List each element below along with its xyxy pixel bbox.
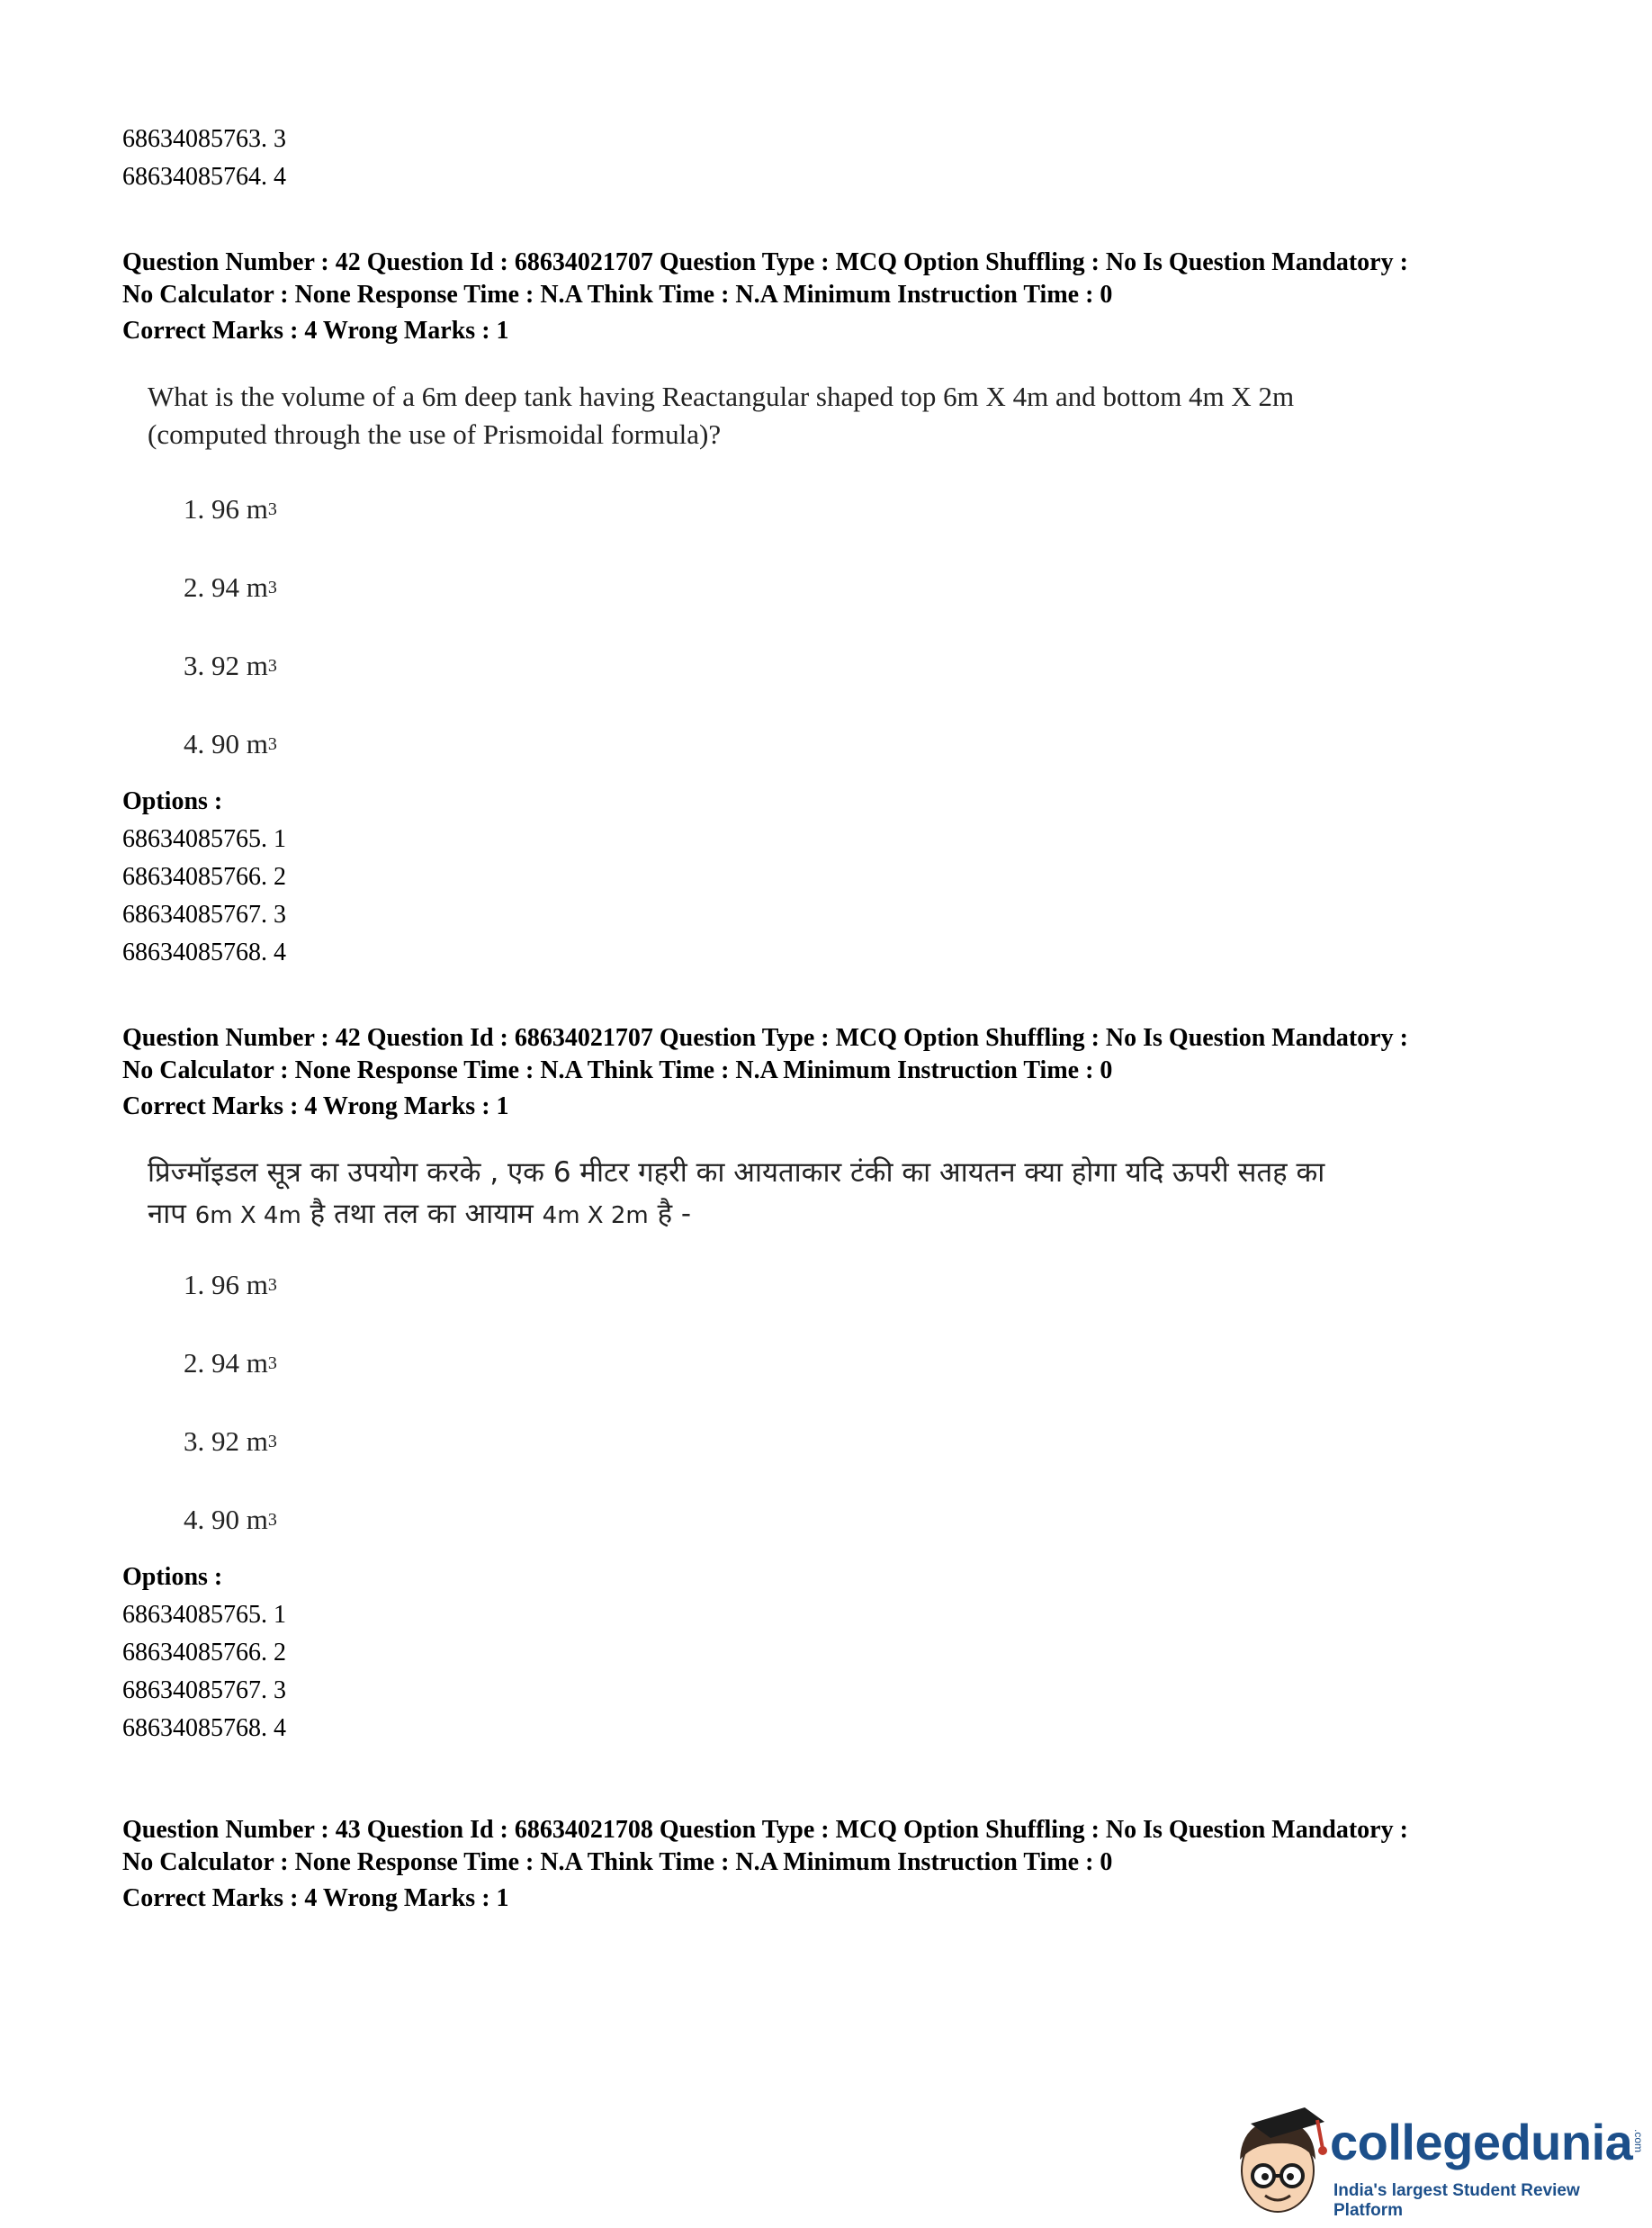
- logo-com: .com: [1632, 2128, 1646, 2153]
- option-id-line: 68634085766. 2: [122, 1639, 286, 1667]
- question-marks: Correct Marks : 4 Wrong Marks : 1: [122, 1884, 509, 1912]
- answer-choice: 3. 92 m 3: [184, 1424, 277, 1457]
- question-meta-line: Question Number : 42 Question Id : 68634021707 Question Type : MCQ Option Shuffling : No Is Question Mandatory :: [122, 248, 1408, 276]
- answer-choice: 4. 90 m 3: [184, 727, 277, 759]
- option-id-line: 68634085764. 4: [122, 163, 286, 191]
- option-id-line: 68634085768. 4: [122, 1714, 286, 1742]
- answer-choice: 2. 94 m 3: [184, 1346, 277, 1379]
- question-text: [148, 378, 1408, 454]
- question-text-line: नाप 6m X 4m है तथा तल का आयाम 4m X 2m है -: [148, 1198, 692, 1230]
- option-id-line: 68634085765. 1: [122, 1601, 286, 1629]
- answer-choice: 2. 94 m 3: [184, 570, 277, 603]
- question-marks: Correct Marks : 4 Wrong Marks : 1: [122, 1092, 509, 1120]
- question-meta-line: No Calculator : None Response Time : N.A Think Time : N.A Minimum Instruction Time : 0: [122, 1848, 1113, 1876]
- answer-choice: 1. 96 m 3: [184, 492, 277, 525]
- option-id-line: 68634085765. 1: [122, 825, 286, 853]
- logo-wordmark: collegedunia: [1330, 2114, 1633, 2170]
- question-block-42-english: [122, 247, 1408, 972]
- question-meta-line: No Calculator : None Response Time : N.A Think Time : N.A Minimum Instruction Time : 0: [122, 1056, 1113, 1084]
- mascot-icon: [1224, 2097, 1332, 2223]
- question-meta-line: Question Number : 43 Question Id : 68634021708 Question Type : MCQ Option Shuffling : No Is Question Mandatory :: [122, 1816, 1408, 1844]
- options-label: Options :: [122, 1563, 223, 1591]
- option-id-line: 68634085763. 3: [122, 125, 286, 153]
- option-id-line: 68634085767. 3: [122, 901, 286, 929]
- answer-choice: 3. 92 m 3: [184, 649, 277, 681]
- top-options-list: [122, 121, 286, 196]
- answer-choice: 4. 90 m 3: [184, 1503, 277, 1535]
- options-label: Options :: [122, 787, 223, 815]
- collegedunia-logo: [1224, 2097, 1647, 2223]
- option-id-line: 68634085768. 4: [122, 939, 286, 966]
- question-text-line: (computed through the use of Prismoidal formula)?: [148, 418, 722, 450]
- answer-choice: 1. 96 m 3: [184, 1268, 277, 1300]
- option-id-line: 68634085767. 3: [122, 1676, 286, 1704]
- question-meta-line: No Calculator : None Response Time : N.A Think Time : N.A Minimum Instruction Time : 0: [122, 281, 1113, 309]
- question-block-43: [122, 1814, 1408, 1918]
- option-id-line: 68634085766. 2: [122, 863, 286, 891]
- question-text-hindi: [148, 1152, 1408, 1236]
- question-marks: Correct Marks : 4 Wrong Marks : 1: [122, 317, 509, 345]
- question-meta-line: Question Number : 42 Question Id : 68634021707 Question Type : MCQ Option Shuffling : No Is Question Mandatory :: [122, 1024, 1408, 1052]
- question-text-line: What is the volume of a 6m deep tank having Reactangular shaped top 6m X 4m and bottom 4m X 2m: [148, 381, 1295, 412]
- question-block-42-hindi: [122, 1022, 1408, 1747]
- question-text-line: प्रिज्मॉइडल सूत्र का उपयोग करके , एक 6 मीटर गहरी का आयताकार टंकी का आयतन क्या होगा यदि ऊपरी सतह का: [148, 1156, 1325, 1189]
- logo-tagline: India's largest Student Review Platform: [1333, 2181, 1580, 2220]
